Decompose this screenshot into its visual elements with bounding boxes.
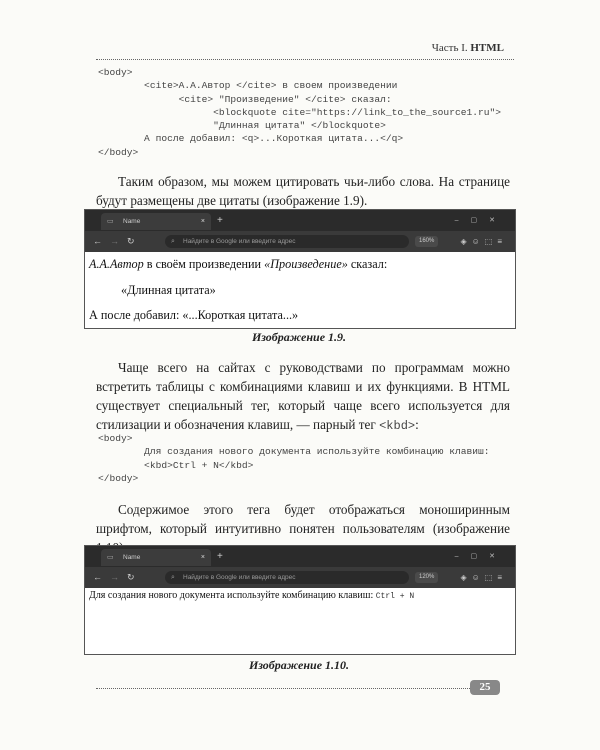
code-line: </body> (98, 472, 139, 484)
new-tab-icon[interactable]: + (217, 551, 223, 562)
zoom-level[interactable]: 160% (415, 236, 438, 247)
code-block-quotes (98, 66, 501, 159)
tab-bar (85, 210, 515, 231)
search-icon: ⌕ (171, 574, 175, 581)
tab-title: Name (123, 554, 141, 561)
search-icon: ⌕ (171, 238, 175, 245)
code-line: А после добавил: <q>...Короткая цитата...</q> (98, 133, 404, 145)
page-viewport (85, 252, 515, 328)
toolbar-icons[interactable]: ◈☺⬚≡ (460, 237, 507, 246)
tab-page-icon: ▭ (107, 218, 114, 225)
code-line: <body> (98, 67, 133, 78)
browser-window-kbd (84, 545, 516, 655)
nav-bar (85, 231, 515, 252)
reload-icon[interactable]: ↻ (127, 572, 135, 582)
rendered-blockquote: «Длинная цитата» (121, 283, 216, 297)
new-tab-icon[interactable]: + (217, 215, 223, 226)
rendered-kbd-line: Для создания нового документа используйте комбинацию клавиш: Ctrl + N (89, 590, 415, 601)
code-line: <cite>А.А.Автор </cite> в своем произведении (98, 80, 398, 92)
code-line: <body> (98, 433, 133, 444)
rendered-inline-quote: А после добавил: «...Короткая цитата...» (89, 308, 299, 322)
close-tab-icon[interactable]: × (200, 218, 205, 225)
browser-tab[interactable] (101, 213, 211, 230)
code-block-kbd (98, 432, 490, 485)
tab-page-icon: ▭ (107, 554, 114, 561)
reload-icon[interactable]: ↻ (127, 236, 135, 246)
address-bar[interactable] (165, 235, 409, 248)
back-icon[interactable]: ← (93, 572, 102, 582)
address-bar[interactable] (165, 571, 409, 584)
forward-icon[interactable]: → (110, 572, 119, 582)
code-line: <blockquote cite="https://link_to_the_source1.ru"> (98, 106, 502, 118)
address-placeholder: Найдите в Google или введите адрес (183, 574, 296, 581)
browser-tab[interactable] (101, 549, 211, 566)
address-placeholder: Найдите в Google или введите адрес (183, 238, 296, 245)
back-icon[interactable]: ← (93, 236, 102, 246)
paragraph-kbd-intro: Чаще всего на сайтах с руководствами по программам можно встретить таблицы с комбинациями клавиш и их функциями. В HTML существует специальный тег, который чаще всего используется для стилизации и обозначения клавиш, — парный тег <kbd>: (96, 360, 510, 433)
close-tab-icon[interactable]: × (200, 554, 205, 561)
rendered-cite-line: А.А.Автор в своём произведении «Произведение» сказал: (89, 257, 388, 271)
footer-divider (96, 688, 474, 689)
paragraph-kbd-result: Содержимое этого тега будет отображаться моноширинным шрифтом, который интуитивно понятен пользователям (изображение (96, 502, 510, 536)
figure-caption-1-9: Изображение 1.9. (251, 330, 347, 344)
tab-bar (85, 546, 515, 567)
window-controls[interactable]: –▢✕ (454, 553, 507, 560)
page-viewport (85, 588, 515, 654)
figure-caption-1-10: Изображение 1.10. (248, 658, 350, 672)
nav-bar (85, 567, 515, 588)
browser-window-quotes (84, 209, 516, 329)
inline-code-kbd: <kbd> (379, 419, 416, 433)
toolbar-icons[interactable]: ◈☺⬚≡ (460, 573, 507, 582)
part-title: Часть I. HTML (431, 42, 504, 54)
paragraph-quotes-summary: Таким образом, мы можем цитировать чьи-либо слова. На странице будут размещены две цитаты (изображение 1.9). (96, 174, 510, 208)
code-line: <cite> "Произведение" </cite> сказал: (98, 93, 392, 105)
code-line: </body> (98, 146, 139, 158)
tab-title: Name (123, 218, 141, 225)
page-header (96, 38, 514, 60)
code-line: "Длинная цитата" </blockquote> (98, 120, 386, 132)
forward-icon[interactable]: → (110, 236, 119, 246)
code-line: Для создания нового документа используйте комбинацию клавиш: (98, 446, 490, 458)
rendered-kbd: Ctrl + N (375, 592, 415, 601)
window-controls[interactable]: –▢✕ (454, 217, 507, 224)
header-divider (96, 59, 514, 60)
code-line: <kbd>Ctrl + N</kbd> (98, 459, 254, 471)
page-number: 25 (470, 680, 500, 695)
zoom-level[interactable]: 120% (415, 572, 438, 583)
